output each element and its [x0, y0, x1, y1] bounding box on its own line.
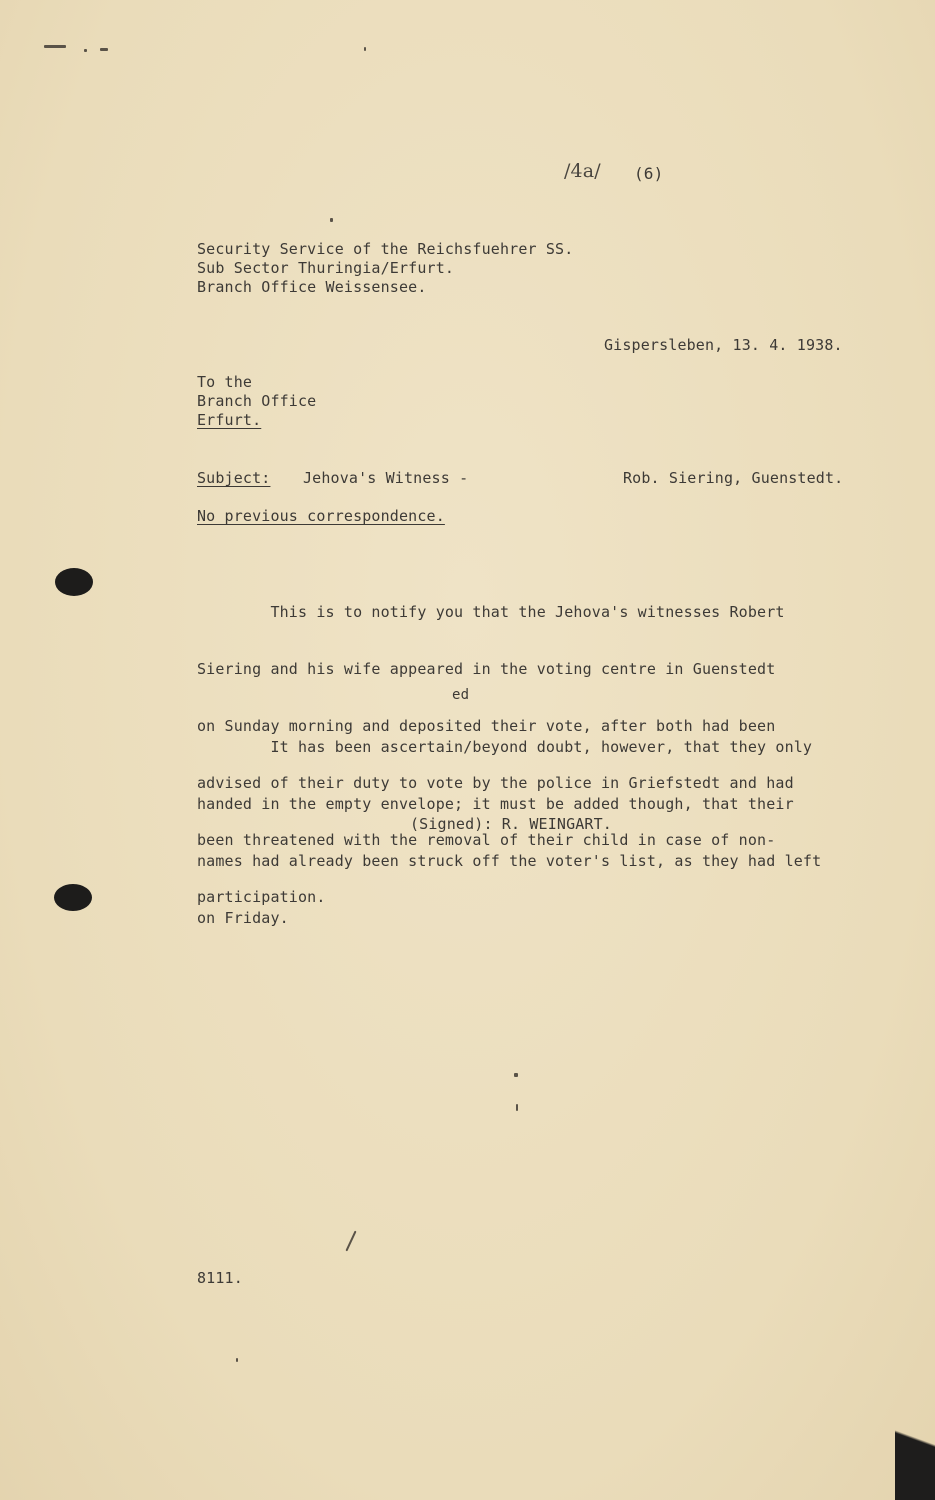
- paragraph-2-line: names had already been struck off the voter's list, as they had left: [197, 852, 822, 870]
- paragraph-2-line: on Friday.: [197, 909, 289, 927]
- paragraph-1-line: advised of their duty to vote by the police in Griefstedt and had: [197, 774, 794, 792]
- paragraph-1-line: This is to notify you that the Jehova's witnesses Robert: [197, 603, 785, 621]
- subject-person: Rob. Siering, Guenstedt.: [623, 469, 844, 487]
- sender-line-3: Branch Office Weissensee.: [197, 278, 427, 296]
- sender-line-1: Security Service of the Reichsfuehrer SS.: [197, 240, 574, 258]
- sender-line-2: Sub Sector Thuringia/Erfurt.: [197, 259, 455, 277]
- paragraph-1-line: Siering and his wife appeared in the voting centre in Guenstedt: [197, 660, 776, 678]
- punch-hole-bottom: [54, 884, 92, 911]
- place-date: Gispersleben, 13. 4. 1938.: [604, 336, 843, 354]
- signature: (Signed): R. WEINGART.: [410, 815, 612, 833]
- recipient-line-3: Erfurt.: [197, 411, 262, 429]
- reference-number: (6): [634, 164, 664, 183]
- torn-corner: [895, 1380, 935, 1500]
- paragraph-2-line: handed in the empty envelope; it must be added though, that their: [197, 795, 794, 813]
- subject-topic: Jehova's Witness -: [303, 469, 469, 487]
- reference-handwritten: /4a/: [564, 160, 601, 182]
- paragraph-2-insertion: ed: [452, 687, 470, 703]
- punch-hole-top: [55, 568, 93, 596]
- paragraph-1-line: on Sunday morning and deposited their vote, after both had been: [197, 717, 776, 735]
- no-previous-correspondence: No previous correspondence.: [197, 507, 445, 525]
- recipient-line-1: To the: [197, 373, 253, 391]
- recipient-line-2: Branch Office: [197, 392, 317, 410]
- footer-number: 8111.: [197, 1269, 243, 1287]
- paragraph-2-line: It has been ascertain/beyond doubt, however, that they only: [197, 738, 813, 756]
- paragraph-1-line: participation.: [197, 888, 326, 906]
- subject-label: Subject:: [197, 469, 271, 487]
- paragraph-1-line: been threatened with the removal of their child in case of non-: [197, 831, 776, 849]
